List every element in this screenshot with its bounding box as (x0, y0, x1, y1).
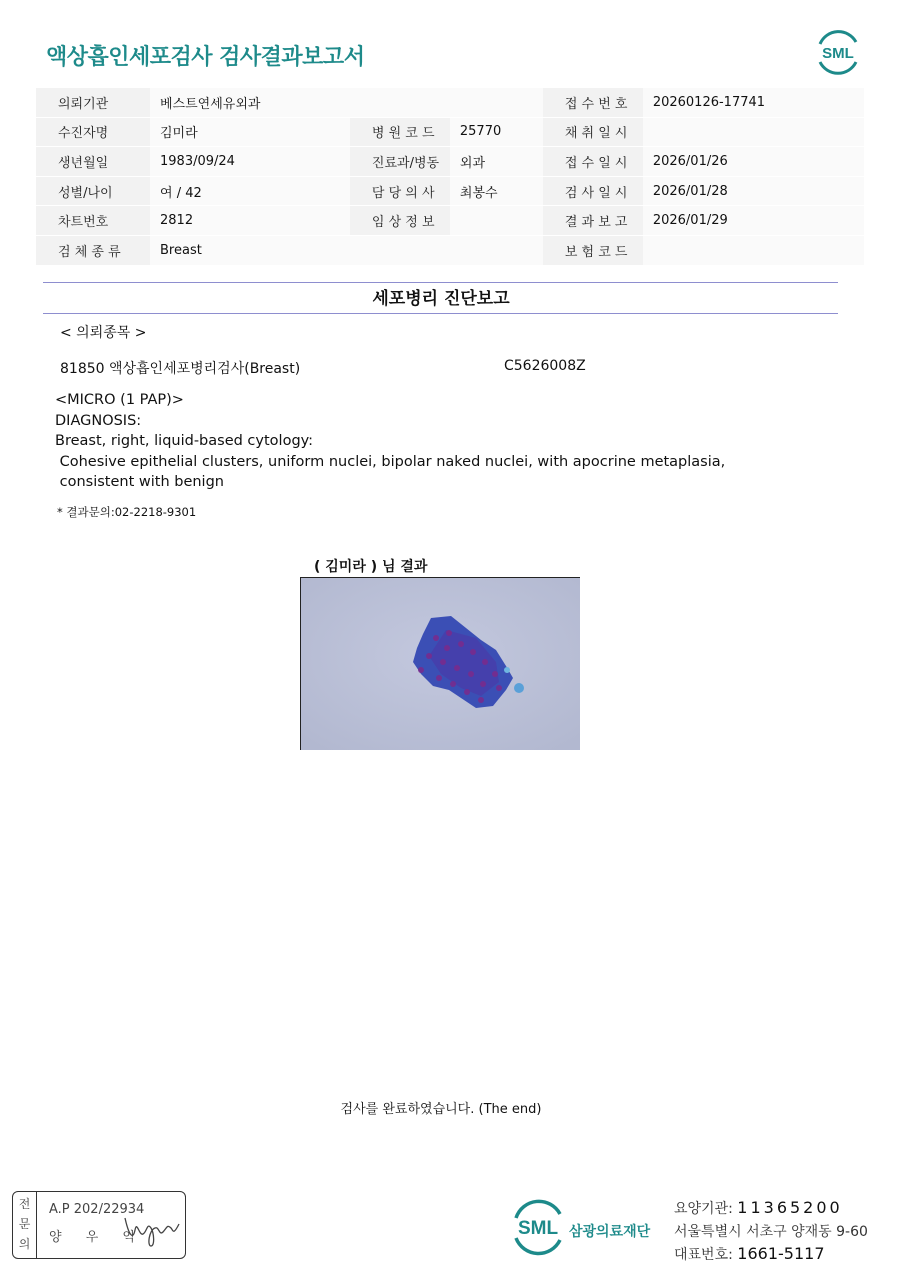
info-value: 최봉수 (450, 176, 543, 206)
info-label: 검 사 일 시 (543, 176, 643, 206)
cell-cluster-figure (301, 578, 580, 750)
info-value (450, 88, 543, 117)
footer-phone-label: 대표번호: (674, 1247, 733, 1263)
diagnosis-findings: <MICRO (1 PAP)> DIAGNOSIS: Breast, right, liquid-based cytology: Cohesive epithelial clusters, uniform nuclei, bipolar naked nuclei, with apocrine metaplasia, consistent with benign (55, 392, 726, 490)
info-label: 성별/나이 (36, 176, 150, 206)
info-label: 진료과/병동 (350, 147, 450, 177)
info-row (36, 176, 864, 206)
stamp-ap-number: A.P 202/22934 (49, 1202, 145, 1217)
test-name: 81850 액상흡인세포병리검사(Breast) (60, 361, 301, 377)
info-value: 1983/09/24 (150, 147, 350, 177)
info-value (450, 206, 543, 236)
patient-info-table (36, 88, 864, 266)
info-label: 임 상 정 보 (350, 206, 450, 236)
info-value: 2812 (150, 206, 350, 236)
info-value: 외과 (450, 147, 543, 177)
info-label: 접 수 번 호 (543, 88, 643, 117)
info-label (350, 235, 450, 265)
info-label: 병 원 코 드 (350, 117, 450, 147)
info-row (36, 235, 864, 265)
footer-address: 서울특별시 서초구 양재동 9-60 (674, 1224, 868, 1240)
info-value: Breast (150, 235, 350, 265)
footer-code (674, 1198, 843, 1218)
contact-note: * 결과문의:02-2218-9301 (57, 505, 197, 519)
info-value: 2026/01/26 (643, 147, 864, 177)
pathologist-stamp (12, 1191, 186, 1259)
info-value: 베스트연세유외과 (150, 88, 350, 117)
info-label: 채 취 일 시 (543, 117, 643, 147)
info-value: 여 / 42 (150, 176, 350, 206)
info-value: 25770 (450, 117, 543, 147)
image-caption: ( 김미라 ) 님 결과 (314, 559, 428, 575)
end-message: 검사를 완료하였습니다. (The end) (340, 1102, 542, 1117)
info-label: 차트번호 (36, 206, 150, 236)
info-row (36, 147, 864, 177)
info-value: 2026/01/29 (643, 206, 864, 236)
info-label: 담 당 의 사 (350, 176, 450, 206)
report-title: 액상흡인세포검사 검사결과보고서 (46, 45, 365, 70)
footer-logo-text: SML (517, 1218, 559, 1239)
signature-image (121, 1206, 183, 1250)
info-value: 2026/01/28 (643, 176, 864, 206)
info-value: 김미라 (150, 117, 350, 147)
section-title: 세포병리 진단보고 (372, 289, 510, 309)
stamp-char: 문 (18, 1217, 31, 1231)
stamp-doctor-name: 양 우 익 (49, 1230, 145, 1245)
footer-phone (674, 1244, 825, 1264)
info-value (643, 117, 864, 147)
stamp-char: 전 (18, 1197, 31, 1211)
footer-code-label: 요양기관: (674, 1201, 733, 1217)
request-heading: < 의뢰종목 > (60, 325, 147, 341)
footer-phone-value: 1661-5117 (737, 1244, 825, 1263)
info-value (450, 235, 543, 265)
sml-logo (812, 28, 864, 76)
info-value: 20260126-17741 (643, 88, 864, 117)
info-label: 보 험 코 드 (543, 235, 643, 265)
info-label: 수진자명 (36, 117, 150, 147)
stamp-char: 의 (18, 1237, 31, 1251)
info-label: 생년월일 (36, 147, 150, 177)
info-label: 접 수 일 시 (543, 147, 643, 177)
info-row (36, 88, 864, 117)
info-label: 결 과 보 고 (543, 206, 643, 236)
info-row (36, 206, 864, 236)
cytology-image (300, 577, 580, 750)
footer-sml-logo (510, 1198, 566, 1256)
sml-logo-text: SML (822, 45, 854, 62)
footer-code-value: 11365200 (737, 1198, 843, 1217)
info-row (36, 117, 864, 147)
divider-bottom (43, 313, 838, 314)
info-value (643, 235, 864, 265)
divider-top (43, 282, 838, 283)
footer-org-name: 삼광의료재단 (569, 1224, 651, 1240)
info-label: 검 체 종 류 (36, 235, 150, 265)
info-label: 의뢰기관 (36, 88, 150, 117)
test-code: C5626008Z (504, 358, 586, 374)
stamp-side-label (13, 1192, 37, 1258)
info-label (350, 88, 450, 117)
